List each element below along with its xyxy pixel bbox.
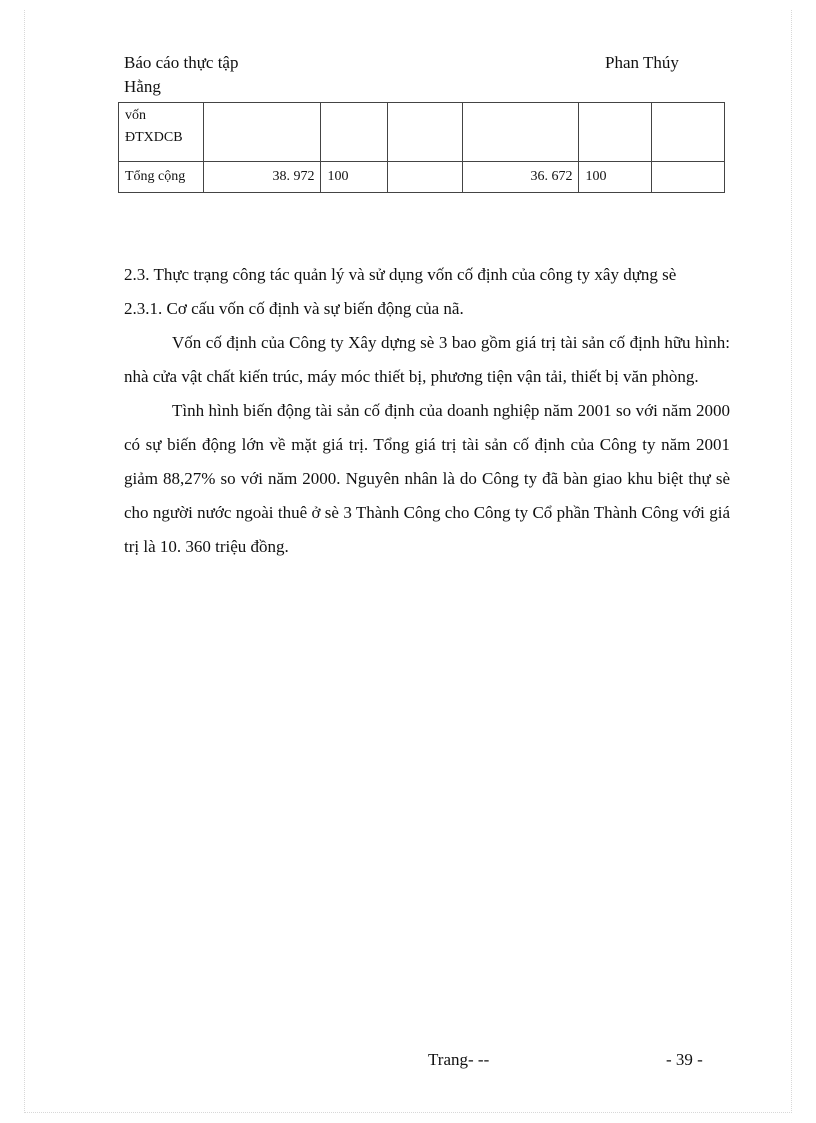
table-cell	[462, 103, 579, 162]
section-heading-2-3: 2.3. Thực trạng công tác quản lý và sử dụng vốn cố định của công ty xây dựng sè	[124, 265, 677, 284]
table-cell-label	[119, 103, 204, 162]
header-title: Báo cáo thực tập	[124, 53, 239, 72]
table-cell	[203, 103, 321, 162]
table-cell	[579, 103, 652, 162]
paragraph-asset-changes: Tình hình biến động tài sản cố định của doanh nghiệp năm 2001 so với năm 2000 có sự biến động lớn về mặt giá trị. Tổng giá trị tài sản cố định của Công ty năm 2001 giảm 88,27% so với năm 2000. Nguyên nhân là do Công ty đã bàn giao khu biệt thự sè cho người nước ngoài thuê ở sè 3 Thành Công cho Công ty Cổ phần Thành Công với giá trị là 10. 360 triệu đồng.	[124, 401, 730, 556]
table-cell	[321, 103, 388, 162]
header-author: Phan Thúy	[605, 53, 679, 72]
row-label-line1: vốn	[125, 108, 146, 123]
table-cell	[388, 162, 463, 193]
total-label: Tổng cộng	[119, 162, 204, 193]
total-value-2001: 36. 672	[462, 162, 579, 193]
table-cell	[388, 103, 463, 162]
table-row	[119, 103, 725, 162]
table-cell	[652, 103, 725, 162]
footer-trang: Trang- --	[428, 1050, 490, 1069]
table-row-total	[119, 162, 725, 193]
table-cell	[652, 162, 725, 193]
header-author-continued: Hằng	[124, 77, 161, 96]
total-percent-2000: 100	[321, 162, 388, 193]
page-number: - 39 -	[666, 1050, 703, 1069]
body-text	[124, 258, 730, 564]
total-percent-2001: 100	[579, 162, 652, 193]
section-heading-2-3-1: 2.3.1. Cơ cấu vốn cố định và sự biến động của nã.	[124, 299, 464, 318]
paragraph-fixed-capital: Vốn cố định của Công ty Xây dựng sè 3 bao gồm giá trị tài sản cố định hữu hình: nhà cửa vật chất kiến trúc, máy móc thiết bị, phương tiện vận tải, thiết bị văn phòng.	[124, 333, 730, 386]
total-value-2000: 38. 972	[203, 162, 321, 193]
capital-table	[118, 102, 725, 193]
row-label-line2: ĐTXDCB	[125, 130, 183, 145]
